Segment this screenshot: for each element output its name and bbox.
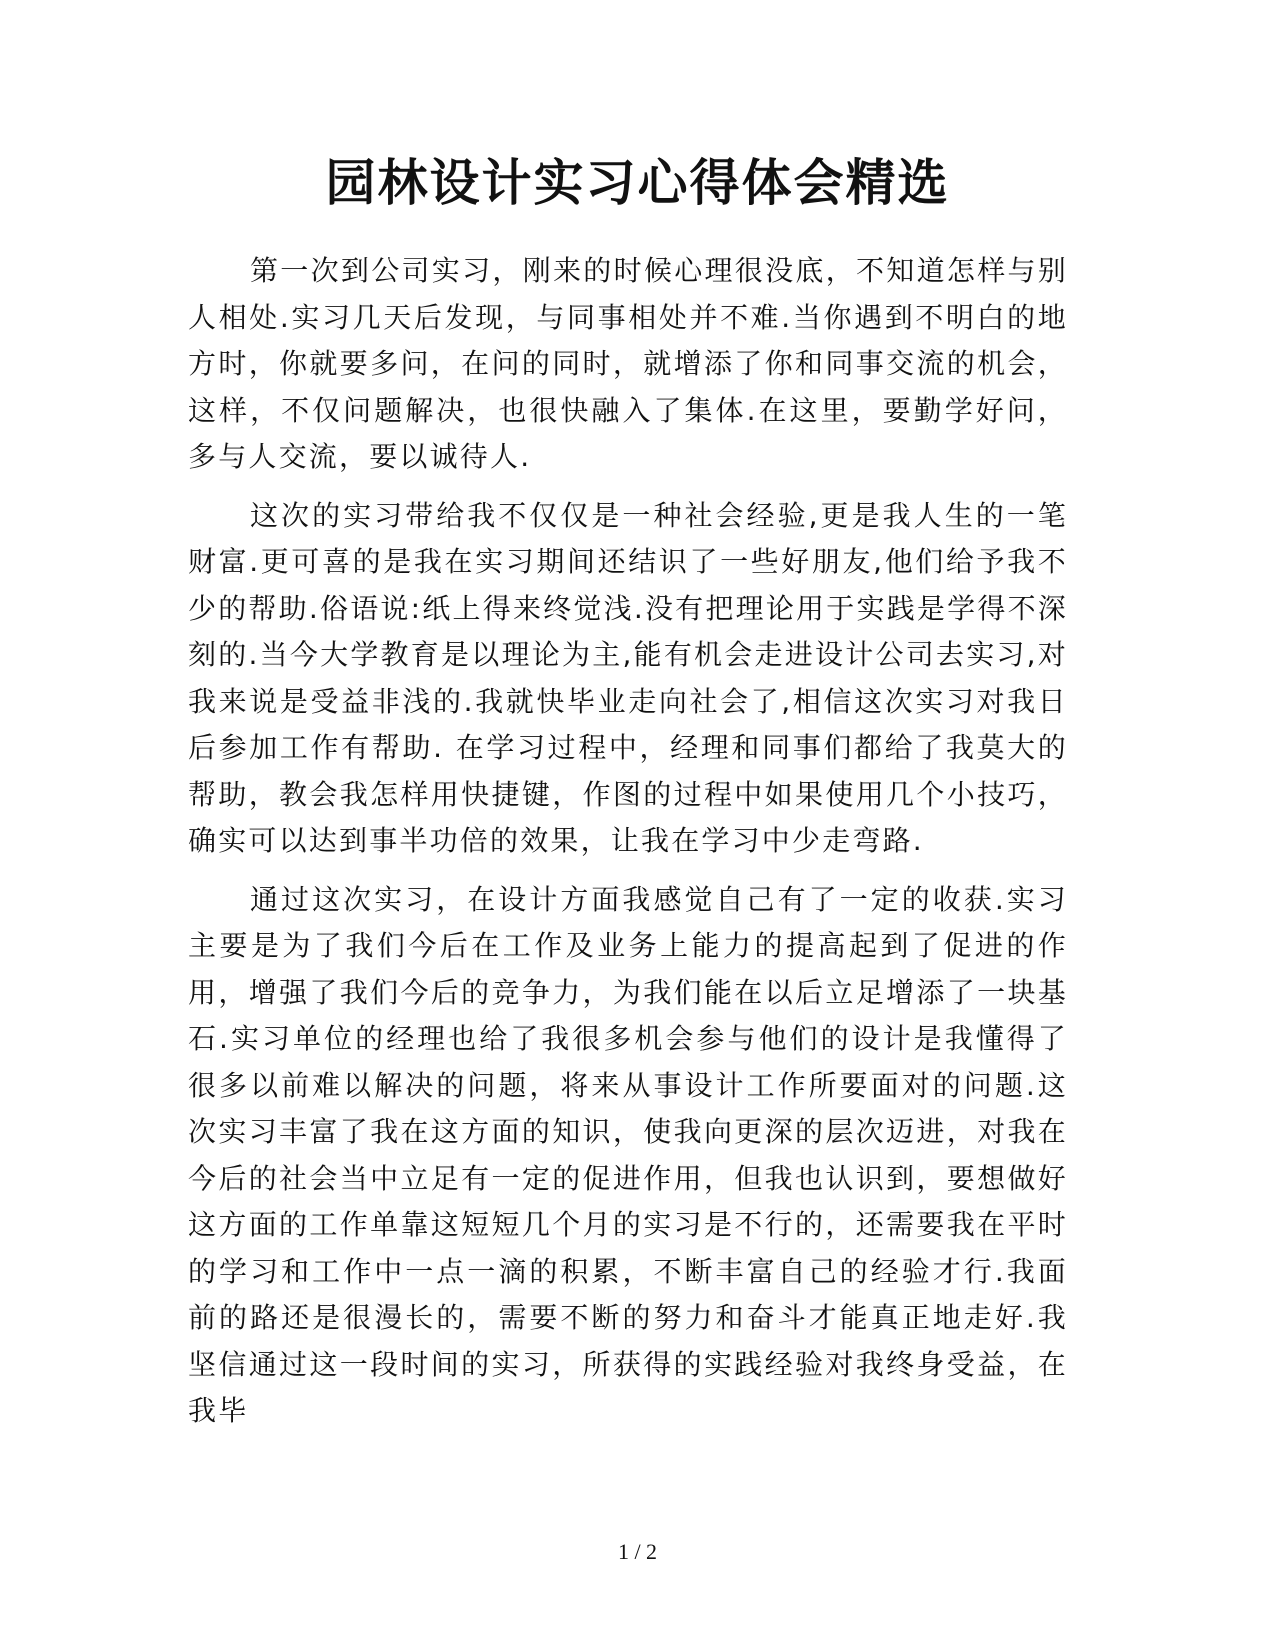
page-number: 1 / 2 [617,1539,658,1564]
paragraph-1: 第一次到公司实习，刚来的时候心理很没底，不知道怎样与别人相处.实习几天后发现，与同事相处并不难.当你遇到不明白的地方时，你就要多问，在问的同时，就增添了你和同事交流的机会，这样，不仅问题解决，也很快融入了集体.在这里，要勤学好问，多与人交流，要以诚待人. [188,254,1068,473]
document-title: 园林设计实习心得体会精选 [325,153,950,212]
paragraph-3: 通过这次实习，在设计方面我感觉自己有了一定的收获.实习主要是为了我们今后在工作及业务上能力的提高起到了促进的作用，增强了我们今后的竞争力，为我们能在以后立足增添了一块基石.实习单位的经理也给了我很多机会参与他们的设计是我懂得了很多以前难以解决的问题，将来从事设计工作所要面对的问题.这次实习丰富了我在这方面的知识，使我向更深的层次迈进，对我在今后的社会当中立足有一定的促进作用，但我也认识到，要想做好这方面的工作单靠这短短几个月的实习是不行的，还需要我在平时的学习和工作中一点一滴的积累，不断丰富自己的经验才行.我面前的路还是很漫长的，需要不断的努力和奋斗才能真正地走好.我坚信通过这一段时间的实习，所获得的实践经验对我终身受益，在我毕 [188,882,1068,1427]
paragraph-2: 这次的实习带给我不仅仅是一种社会经验,更是我人生的一笔财富.更可喜的是我在实习期间还结识了一些好朋友,他们给予我不少的帮助.俗语说:纸上得来终觉浅.没有把理论用于实践是学得不深刻的.当今大学教育是以理论为主,能有机会走进设计公司去实习,对我来说是受益非浅的.我就快毕业走向社会了,相信这次实习对我日后参加工作有帮助. 在学习过程中，经理和同事们都给了我莫大的帮助，教会我怎样用快捷键，作图的过程中如果使用几个小技巧，确实可以达到事半功倍的效果，让我在学习中少走弯路. [188,498,1068,857]
document-body [188,248,1068,1447]
